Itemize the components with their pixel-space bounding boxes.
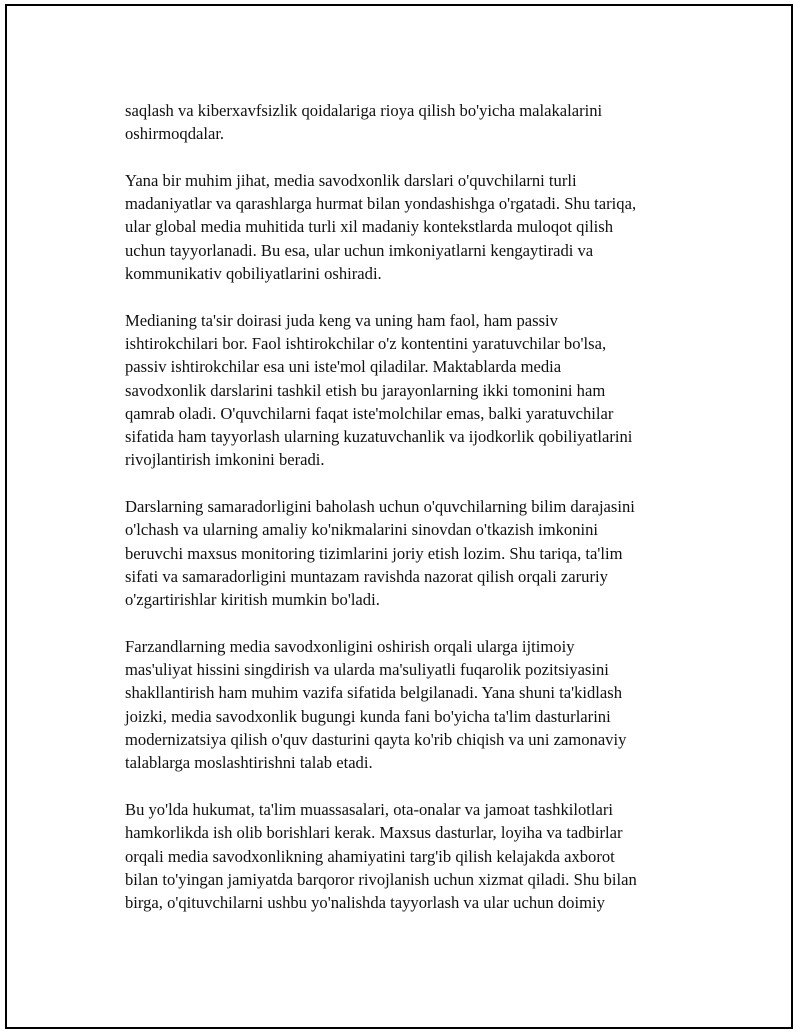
text-line: orqali media savodxonlikning ahamiyatini targ'ib qilish kelajakda axborot bbox=[125, 846, 615, 866]
text-line: oshirmoqdalar. bbox=[125, 124, 225, 144]
text-line: Yana bir muhim jihat, media savodxonlik darslari o'quvchilarni turli bbox=[125, 170, 577, 190]
text-line: shakllantirish ham muhim vazifa sifatida belgilanadi. Yana shuni ta'kidlash bbox=[125, 683, 623, 703]
text-line: savodxonlik darslarini tashkil etish bu jarayonlarning ikki tomonini ham bbox=[125, 380, 606, 400]
paragraph bbox=[125, 99, 705, 146]
text-line: Farzandlarning media savodxonligini oshirish orqali ularga ijtimoiy bbox=[125, 636, 575, 656]
text-line: Bu yo'lda hukumat, ta'lim muassasalari, ota-onalar va jamoat tashkilotlari bbox=[125, 799, 613, 819]
text-line: talablarga moslashtirishni talab etadi. bbox=[125, 753, 373, 773]
text-line: o'lchash va ularning amaliy ko'nikmalarini sinovdan o'tkazish imkonini bbox=[125, 520, 599, 540]
paragraph bbox=[125, 309, 705, 472]
text-line: hamkorlikda ish olib borishlari kerak. Maxsus dasturlar, loyiha va tadbirlar bbox=[125, 823, 623, 843]
text-line: sifati va samaradorligini muntazam ravishda nazorat qilish orqali zaruriy bbox=[125, 566, 608, 586]
paragraph bbox=[125, 169, 705, 285]
paragraph bbox=[125, 798, 705, 914]
text-line: birga, o'qituvchilarni ushbu yo'nalishda tayyorlash va ular uchun doimiy bbox=[125, 893, 605, 913]
text-line: bilan to'yingan jamiyatda barqoror rivojlanish uchun xizmat qiladi. Shu bilan bbox=[125, 869, 637, 889]
text-line: joizki, media savodxonlik bugungi kunda fani bo'yicha ta'lim dasturlarini bbox=[125, 706, 611, 726]
text-line: ular global media muhitida turli xil madaniy kontekstlarda muloqot qilish bbox=[125, 217, 614, 237]
document-body bbox=[125, 99, 705, 938]
text-line: Medianing ta'sir doirasi juda keng va uning ham faol, ham passiv bbox=[125, 310, 558, 330]
text-line: o'zgartirishlar kiritish mumkin bo'ladi. bbox=[125, 590, 380, 610]
text-line: uchun tayyorlanadi. Bu esa, ular uchun imkoniyatlarni kengaytiradi va bbox=[125, 240, 594, 260]
text-line: Darslarning samaradorligini baholash uchun o'quvchilarning bilim darajasini bbox=[125, 497, 635, 517]
text-line: rivojlantirish imkonini beradi. bbox=[125, 450, 325, 470]
text-line: mas'uliyat hissini singdirish va ularda ma'suliyatli fuqarolik pozitsiyasini bbox=[125, 660, 609, 680]
text-line: beruvchi maxsus monitoring tizimlarini joriy etish lozim. Shu tariqa, ta'lim bbox=[125, 543, 623, 563]
text-line: sifatida ham tayyorlash ularning kuzatuvchanlik va ijodkorlik qobiliyatlarini bbox=[125, 427, 633, 447]
text-line: passiv ishtirokchilar esa uni iste'mol qiladilar. Maktablarda media bbox=[125, 357, 562, 377]
paragraph bbox=[125, 495, 705, 611]
page-frame bbox=[5, 4, 793, 1029]
text-line: qamrab oladi. O'quvchilarni faqat iste'molchilar emas, balki yaratuvchilar bbox=[125, 403, 614, 423]
text-line: ishtirokchilari bor. Faol ishtirokchilar o'z kontentini yaratuvchilar bo'lsa, bbox=[125, 333, 607, 353]
text-line: modernizatsiya qilish o'quv dasturini qayta ko'rib chiqish va uni zamonaviy bbox=[125, 730, 627, 750]
text-line: saqlash va kiberxavfsizlik qoidalariga rioya qilish bo'yicha malakalarini bbox=[125, 101, 603, 120]
text-line: madaniyatlar va qarashlarga hurmat bilan yondashishga o'rgatadi. Shu tariqa, bbox=[125, 194, 637, 214]
text-line: kommunikativ qobiliyatlarini oshiradi. bbox=[125, 264, 382, 284]
paragraph bbox=[125, 635, 705, 775]
